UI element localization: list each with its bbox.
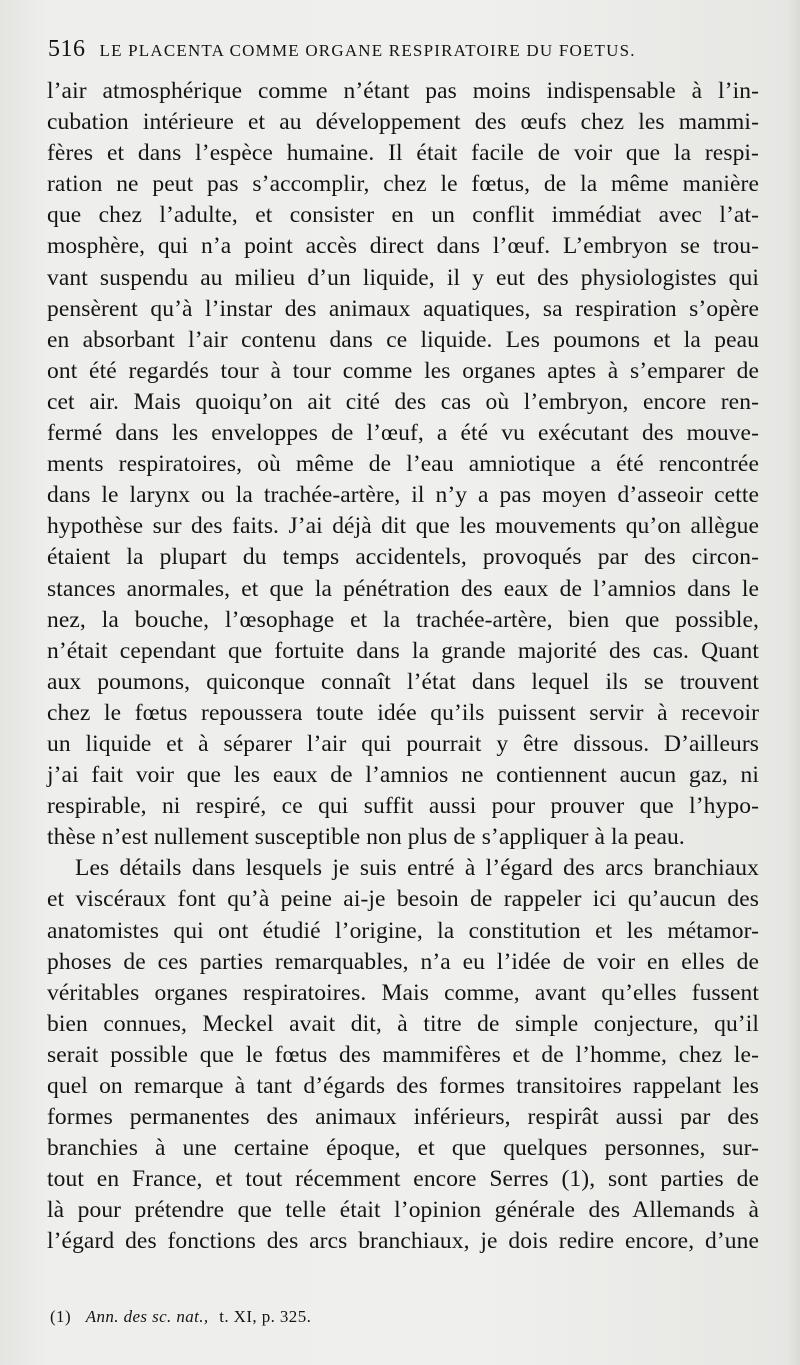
text-line: n’était cependant que fortuite dans la grande majorité des cas. Quant: [47, 637, 759, 664]
text-line: et viscéraux font qu’à peine ai-je besoin de rappeler ici qu’aucun des: [47, 886, 759, 913]
text-line: bien connues, Meckel avait dit, à titre de simple conjecture, qu’il: [47, 1010, 759, 1037]
footnote-reference: t. XI, p. 325.: [219, 1307, 312, 1326]
text-line: hypothèse sur des faits. J’ai déjà dit que les mouvements qu’on allègue: [47, 513, 759, 540]
text-line: fermé dans les enveloppes de l’œuf, a été vu exécutant des mouve-: [47, 420, 759, 447]
body-text: [47, 76, 759, 1258]
footnote: [50, 1305, 311, 1329]
text-line: serait possible que le fœtus des mammifères et de l’homme, chez le-: [47, 1041, 759, 1068]
page-edge-shadow: [786, 0, 800, 1365]
text-line: anatomistes qui ont étudié l’origine, la constitution et les métamor-: [47, 917, 759, 944]
footnote-journal: Ann. des sc. nat.,: [85, 1307, 209, 1326]
text-line: aux poumons, quiconque connaît l’état dans lequel ils se trouvent: [47, 668, 759, 695]
text-line: fères et dans l’espèce humaine. Il était facile de voir que la respi-: [47, 140, 759, 167]
text-line: l’air atmosphérique comme n’étant pas moins indispensable à l’in-: [47, 78, 759, 104]
text-line: étaient la plupart du temps accidentels, provoqués par des circon-: [47, 544, 759, 571]
text-line: chez le fœtus repoussera toute idée qu’ils puissent servir à recevoir: [47, 699, 759, 726]
text-line: thèse n’est nullement susceptible non plus de s’appliquer à la peau.: [47, 824, 685, 851]
footnote-marker: (1): [50, 1307, 72, 1326]
text-line: j’ai fait voir que les eaux de l’amnios ne contiennent aucun gaz, ni: [47, 762, 759, 789]
text-line: nez, la bouche, l’œsophage et la trachée-artère, bien que possible,: [47, 606, 759, 633]
text-line: tout en France, et tout récemment encore Serres (1), sont parties de: [47, 1166, 759, 1193]
text-line: phoses de ces parties remarquables, n’a eu l’idée de voir en elles de: [47, 948, 759, 975]
text-line: cubation intérieure et au développement des œufs chez les mammi-: [47, 109, 759, 136]
text-line: formes permanentes des animaux inférieurs, respirât aussi par des: [47, 1104, 759, 1131]
running-title: LE PLACENTA COMME ORGANE RESPIRATOIRE DU FOETUS.: [99, 41, 636, 60]
text-line: là pour prétendre que telle était l’opinion générale des Allemands à: [47, 1197, 759, 1224]
text-line: véritables organes respiratoires. Mais comme, avant qu’elles fussent: [47, 979, 759, 1006]
text-line: ration ne peut pas s’accomplir, chez le fœtus, de la même manière: [47, 171, 759, 198]
text-line: l’égard des fonctions des arcs branchiaux, je dois redire encore, d’une: [47, 1228, 759, 1255]
text-line: pensèrent qu’à l’instar des animaux aquatiques, sa respiration s’opère: [47, 295, 759, 322]
text-line: un liquide et à séparer l’air qui pourrait y être dissous. D’ailleurs: [47, 730, 759, 757]
text-line: vant suspendu au milieu d’un liquide, il y eut des physiologistes qui: [47, 264, 759, 291]
text-line: en absorbant l’air contenu dans ce liquide. Les poumons et la peau: [47, 326, 759, 353]
text-line: quel on remarque à tant d’égards des formes transitoires rappelant les: [47, 1073, 759, 1099]
text-line: dans le larynx ou la trachée-artère, il n’y a pas moyen d’asseoir cette: [47, 482, 759, 509]
running-header: [48, 36, 778, 66]
text-line: que chez l’adulte, et consister en un conflit immédiat avec l’at-: [47, 202, 759, 229]
page-number: 516: [48, 36, 86, 62]
text-line: branchies à une certaine époque, et que quelques personnes, sur-: [47, 1135, 759, 1162]
paragraph-start-line: Les détails dans lesquels je suis entré à l’égard des arcs branchiaux: [75, 855, 759, 882]
text-line: mosphère, qui n’a point accès direct dans l’œuf. L’embryon se trou-: [47, 233, 759, 260]
text-line: stances anormales, et que la pénétration des eaux de l’amnios dans le: [47, 575, 759, 602]
text-line: respirable, ni respiré, ce qui suffit aussi pour prouver que l’hypo-: [47, 793, 759, 820]
text-line: ont été regardés tour à tour comme les organes aptes à s’emparer de: [47, 357, 759, 384]
text-line: ments respiratoires, où même de l’eau amniotique a été rencontrée: [47, 451, 759, 478]
text-line: cet air. Mais quoiqu’on ait cité des cas où l’embryon, encore ren-: [47, 388, 759, 415]
